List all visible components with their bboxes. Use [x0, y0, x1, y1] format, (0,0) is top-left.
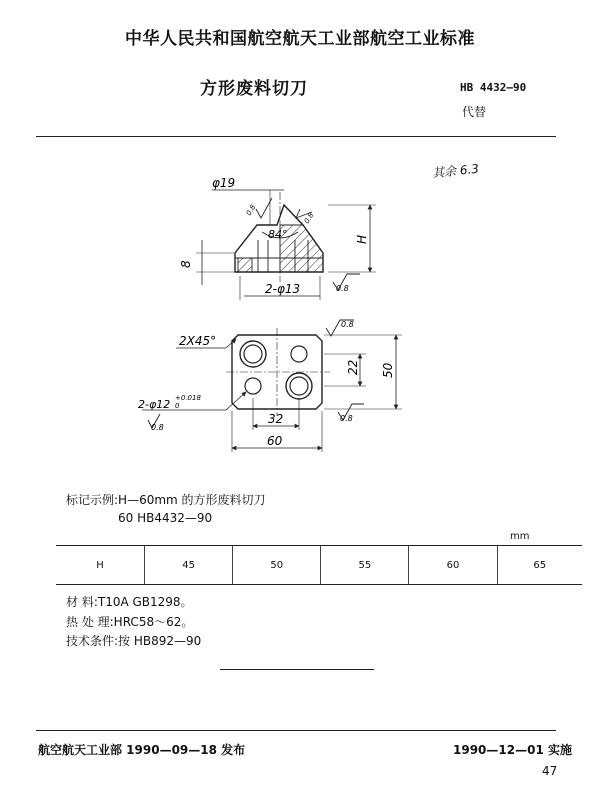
doc-title: 方形废料切刀 — [200, 79, 308, 99]
rough-08-b: 0.8 — [302, 211, 316, 225]
rough-08-right: 0.8 — [340, 414, 353, 423]
rough-08-left: 0.8 — [151, 423, 164, 432]
footer-rule — [36, 730, 556, 731]
rough-08-a: 0.8 — [244, 203, 258, 217]
table-header-cell: H — [56, 546, 145, 585]
table-cell: 50 — [233, 546, 321, 585]
hole-1 — [244, 345, 262, 363]
tol-upper: +0.018 — [175, 394, 201, 402]
table-cell: 60 — [409, 546, 497, 585]
holes-12: 2-φ12 — [138, 398, 171, 411]
dim-50: 50 — [381, 362, 395, 378]
org-title: 中华人民共和国航空航天工业部航空工业标准 — [125, 29, 475, 49]
table-cell: 55 — [321, 546, 409, 585]
material-note: 材 料:T10A GB1298。 — [66, 595, 193, 609]
hole-3 — [245, 378, 261, 394]
roughness-note: 其余 6.3 — [431, 161, 480, 181]
roughness-mark-a — [256, 198, 272, 218]
unit-label: mm — [510, 531, 530, 542]
example-line-2: 60 HB4432—90 — [118, 511, 213, 525]
dim-60: 60 — [267, 434, 283, 448]
size-table — [56, 545, 582, 585]
end-rule — [220, 669, 374, 670]
standard-code: HB 4432—90 — [460, 81, 527, 94]
dim-H: H — [355, 234, 369, 244]
table-row — [56, 546, 582, 585]
dim-32: 32 — [268, 412, 284, 426]
heat-treatment-note: 热 处 理:HRC58～62。 — [66, 615, 194, 629]
dim-8: 8 — [179, 260, 193, 268]
hole-4 — [290, 377, 308, 395]
page-number: 47 — [542, 764, 558, 778]
front-bore-hatch — [238, 258, 252, 272]
hole-2 — [291, 346, 307, 362]
tech-conditions-note: 技术条件:按 HB892—90 — [66, 634, 202, 648]
rough-08-top: 0.8 — [341, 320, 354, 329]
tol-lower: 0 — [175, 402, 180, 410]
table-cell: 45 — [145, 546, 233, 585]
effective-label: 1990—12—01 实施 — [453, 743, 572, 757]
table-cell: 65 — [497, 546, 582, 585]
dim-phi19: φ19 — [212, 176, 236, 190]
angle-84: 84° — [268, 228, 288, 241]
holes-13: 2-φ13 — [265, 282, 301, 296]
replaces-label: 代替 — [462, 105, 487, 119]
rough-08-c: 0.8 — [336, 284, 349, 293]
chamfer-label: 2X45° — [179, 334, 217, 348]
example-line-1: 标记示例:H—60mm 的方形废料切刀 — [66, 493, 266, 507]
dim-22: 22 — [346, 359, 360, 375]
issued-label: 航空航天工业部 1990—09—18 发布 — [38, 743, 246, 757]
